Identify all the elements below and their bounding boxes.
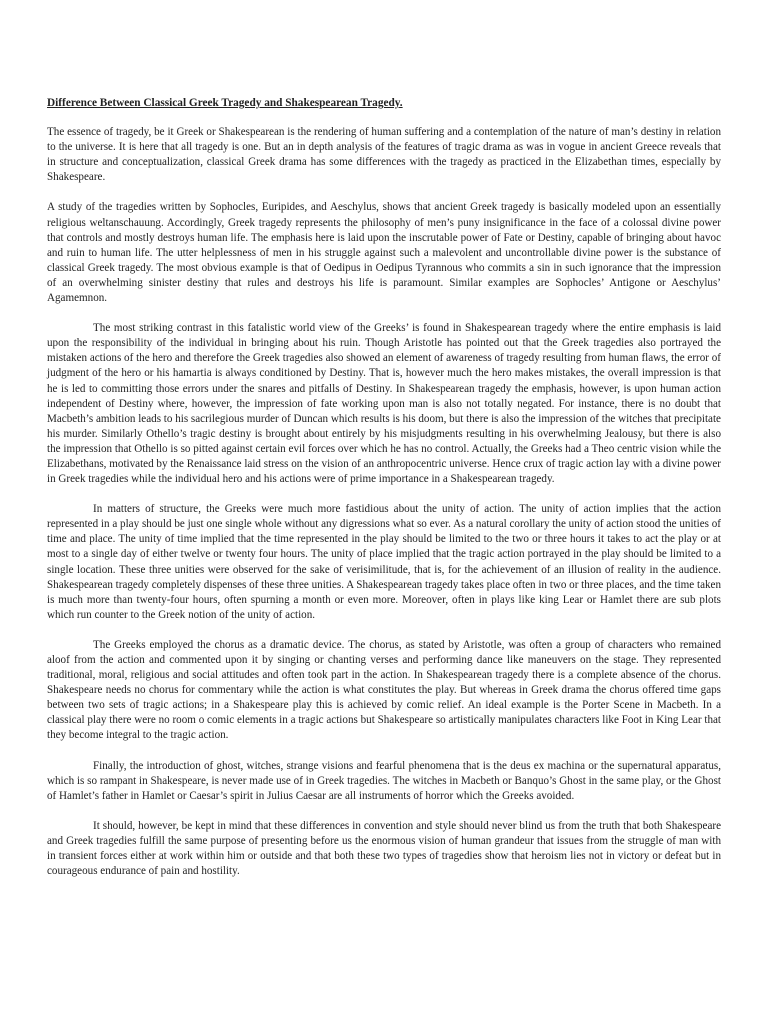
document-title: Difference Between Classical Greek Tragedy and Shakespearean Tragedy. bbox=[47, 97, 403, 109]
paragraph-4: In matters of structure, the Greeks were much more fastidious about the unity of action. The unity of action implies that the action represented in a play should be just one single whole without any digressions what so ever. As a natural corollary the unity of action stood the unities of time and place. The unity of time implied that the time represented in the play should be limited to the two or three hours it takes to act the play or at most to a single day of either twelve or twenty four hours. The unity of place implied that the tragic action portrayed in the play should be limited to a single location. These three unities were observed for the sake of verisimilitude, that is, for the achievement of an illusion of reality in the audience. Shakespearean tragedy completely dispenses of these three unities. A Shakespearean tragedy takes place often in two or three places, and the time taken is much more than twenty-four hours, often spurning a month or even more. Moreover, often in plays like king Lear or Hamlet there are sub plots which run counter to the Greek notion of the unity of action. bbox=[47, 503, 722, 621]
paragraph-7: It should, however, be kept in mind that these differences in convention and style should never blind us from the truth that both Shakespeare and Greek tragedies fulfill the same purpose of presenting before us the enormous vision of human grandeur that issues from the struggle of man with in transient forces either at work within him or outside and that both these two types of tragedies show that heroism lies not in victory or defeat but in courageous endurance of pain and hostility. bbox=[47, 819, 721, 878]
document-page bbox=[47, 96, 721, 894]
paragraph-1: The essence of tragedy, be it Greek or Shakespearean is the rendering of human suffering and a contemplation of the nature of man’s destiny in relation to the universe. It is here that all tragedy is one. But an in depth analysis of the features of tragic drama as was in vogue in ancient Greece reveals that in structure and conceptualization, classical Greek drama has some differences with the tragedy as practiced in the Elizabethan times, especially by Shakespeare. bbox=[47, 126, 721, 184]
paragraph-5: The Greeks employed the chorus as a dramatic device. The chorus, as stated by Aristotle, was often a group of characters who remained aloof from the action and commented upon it by singing or chanting verses and performing dance like maneuvers on the stage. They represented traditional, moral, religious and social attitudes and often took part in the action. In Shakespearean tragedy there is a complete absence of the chorus. Shakespeare needs no chorus for commentary while the action is what constitutes the play. But whereas in Greek drama the chorus offered time gaps between two sets of tragic actions; in a Shakespeare play this is achieved by comic relief. An ideal example is the Porter Scene in Macbeth. In a classical play there were no room o comic elements in a tragic actions but Shakespeare so artistically manipulates characters like Foot in King Lear that they become integral to the tragic action. bbox=[47, 638, 721, 742]
paragraph-2: A study of the tragedies written by Sophocles, Euripides, and Aeschylus, shows that ancient Greek tragedy is basically modeled upon an essentially religious weltanschauung. Accordingly, Greek tragedy represents the philosophy of men’s puny insignificance in the face of a colossal divine power that controls and mostly destroys human life. The emphasis here is laid upon the inscrutable power of Fate or Destiny, capable of bringing about havoc and ruin to human life. The utter helplessness of men in his struggle against such a malevolent and uncontrollable divine power is the substance of classical Greek tragedy. The most obvious example is that of Oedipus in Oedipus Tyrannous who commits a sin in such ignorance that the impression of an overwhelming sinister destiny that rules and destroys his life is paramount. Similar examples are Sophocles’ Antigone or Aeschylus’ Agamemnon. bbox=[47, 201, 721, 305]
paragraph-3: The most striking contrast in this fatalistic world view of the Greeks’ is found in Shakespearean tragedy where the entire emphasis is laid upon the responsibility of the individual in bringing about his ruin. Though Aristotle has pointed out that the Greek tragedies also portrayed the mistaken actions of the hero and therefore the Greek tragedies also showed an element of awareness of tragedy resulting from human flaws, the error of judgment of the hero or his hamartia is always conditioned by Destiny. That is, however much the hero makes mistakes, the overall impression is that he is led to committing those errors under the snares and pitfalls of Destiny. In Shakespearean tragedy the emphasis, however, is upon human action independent of Destiny where, however, the impression of fate working upon man is also not totally negated. For instance, there is no doubt that Macbeth’s ambition leads to his sacrilegious murder of Duncan which results is his doom, but there is also the impression of the witches that precipitate his murder. Similarly Othello’s tragic destiny is brought about entirely by his misjudgments resulting in his overwhelming Jealousy, but there is also the impression that Othello is so pitted against certain evil forces over which he has no control. Actually, the Greeks had a Theo centric vision while the Elizabethans, motivated by the Renaissance laid stress on the vision of an anthropocentric universe. Hence crux of tragic action lay with a divine power in Greek tragedies while the individual hero and his actions were of prime importance in a Shakespearean tragedy. bbox=[47, 322, 721, 486]
paragraph-6: Finally, the introduction of ghost, witches, strange visions and fearful phenomena that is the deus ex machina or the supernatural apparatus, which is so rampant in Shakespeare, is never made use of in Greek tragedies. The witches in Macbeth or Banquo’s Ghost in the same play, or the Ghost of Hamlet’s father in Hamlet or Caesar’s spirit in Julius Caesar are all instruments of horror which the Greeks avoided. bbox=[47, 759, 721, 802]
